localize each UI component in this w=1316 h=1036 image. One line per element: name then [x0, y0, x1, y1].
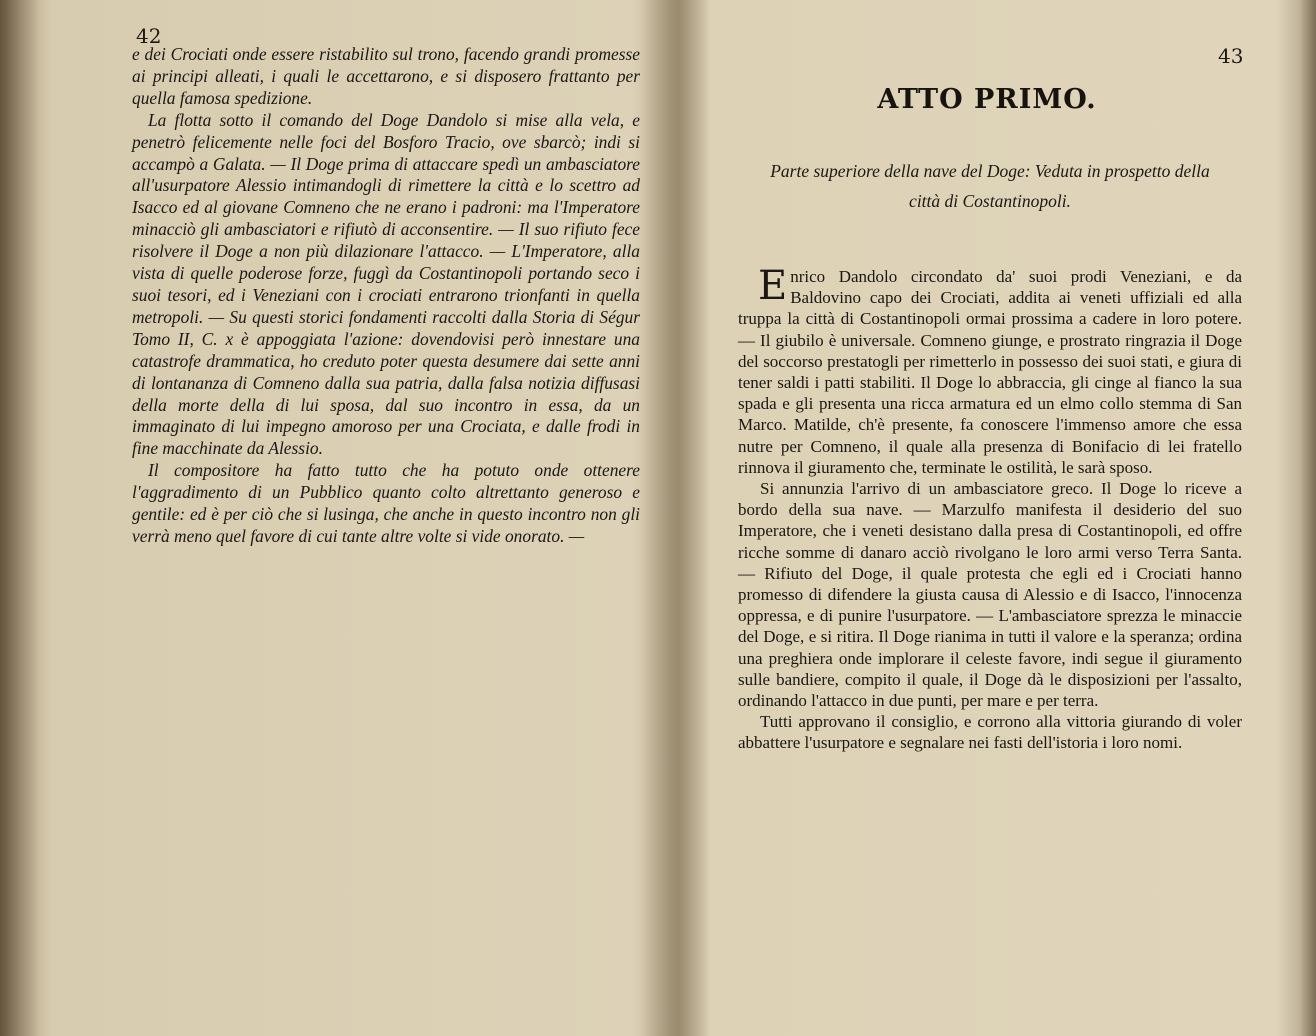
left-paragraph-1: e dei Crociati onde essere ristabilito sul trono, facendo grandi promesse ai principi alleati, i quali le accettarono, e si disposero frattanto per quella famosa spedizione. — [132, 44, 640, 108]
right-page-number: 43 — [1218, 44, 1244, 68]
scene-description: Parte superiore della nave del Doge: Veduta in prospetto della città di Costantinopoli. — [770, 161, 1210, 211]
left-page-number: 42 — [136, 24, 162, 48]
right-paragraph-3: Tutti approvano il consiglio, e corrono alla vittoria giurando di voler abbattere l'usurpatore e segnalare nei fasti dell'istoria i loro nomi. — [738, 712, 1242, 753]
right-paragraph-2: Si annunzia l'arrivo di un ambasciatore greco. Il Doge lo riceve a bordo della sua nave. — Marzulfo manifesta il desiderio del suo Imperatore, che i veneti desistano dalla presa di Costantinopoli, ed offre ricche somme di danaro acciò rivolgano le loro armi verso Terra Santa. — Rifiuto del Doge, il quale protesta che egli ed i Crociati hanno promesso di difendere la giusta causa di Alessio e di Isacco, l'innocenza oppressa, e di punire l'usurpatore. — L'ambasciatore sprezza le minaccie del Doge, e si ritira. Il Doge rianima in tutti il valore e la speranza; ordina una preghiera onde implorare il celeste favore, indi segue il giuramento sulle bandiere, compito il quale, il Doge dà le disposizioni per l'assalto, ordinando l'attacco in due punti, per mare e per terra. — [738, 479, 1242, 711]
page-edge-shadow — [1300, 0, 1316, 1036]
binding-shadow — [0, 0, 40, 1036]
left-page-text — [132, 44, 640, 548]
left-paragraph-2: La flotta sotto il comando del Doge Dandolo si mise alla vela, e penetrò felicemente nelle foci del Bosforo Tracio, ove sbarcò; indi si accampò a Galata. — Il Doge prima di attaccare spedì un ambasciatore all'usurpatore Alessio intimandogli di rimettere la città e lo scettro ad Isacco ed al giovane Comneno che ne erano i padroni: ma l'Imperatore minacciò gli ambasciatori e rifiutò di acconsentire. — Il suo rifiuto fece risolvere il Doge a non più dilazionare l'attacco. — L'Imperatore, alla vista di quelle poderose forze, fuggì da Costantinopoli portando seco i suoi tesori, ed i Veneziani con i crociati entrarono trionfanti in quella metropoli. — Su questi storici fondamenti raccolti dalla Storia di Ségur Tomo II, C. x è appoggiata l'azione: dovendovisi però innestare una catastrofe drammatica, ho creduto poter questa desumere dai sette anni di lontananza di Comneno dalla sua patria, dalla falsa notizia diffusasi della morte della di lui sposa, dal suo incontro in essa, da un immaginato di lui impegno amoroso per una Crociata, e dalle frodi in fine macchinate da Alessio. — [132, 109, 640, 459]
right-paragraph-1 — [738, 263, 1242, 478]
act-title: ATTO PRIMO. — [877, 84, 1097, 115]
right-paragraph-1-body: nrico Dandolo circondato da' suoi prodi Veneziani, e da Baldovino capo dei Crociati, addita ai veneti uffiziali ed alla truppa la città di Costantinopoli ormai prossima a cadere in loro potere. — Il giubilo è universale. Comneno giunge, e prostrato ringrazia il Doge del soccorso prestatogli per rimetterlo in possesso dei suoi stati, e giura di tener saldi i patti stabiliti. Il Doge lo abbraccia, gli cinge al fianco la sua spada e gli presenta una ricca armatura ed un elmo collo stemma di San Marco. Matilde, ch'è presente, fa conoscere l'immenso amore che essa nutre per Comneno, il quale alla presenza di Bonifacio di lei fratello rinnova il giuramento che, terminate le ostilità, le sarà sposo. — [738, 267, 1242, 477]
left-paragraph-3: Il compositore ha fatto tutto che ha potuto onde ottenere l'aggradimento di un Pubblico quanto colto altrettanto generoso e gentile: ed è per ciò che si lusinga, che anche in questo incontro non gli verrà meno quel favore di cui tante altre volte si vide onorato. — — [132, 460, 640, 546]
right-page-text — [738, 263, 1242, 754]
drop-cap: E — [758, 263, 788, 309]
